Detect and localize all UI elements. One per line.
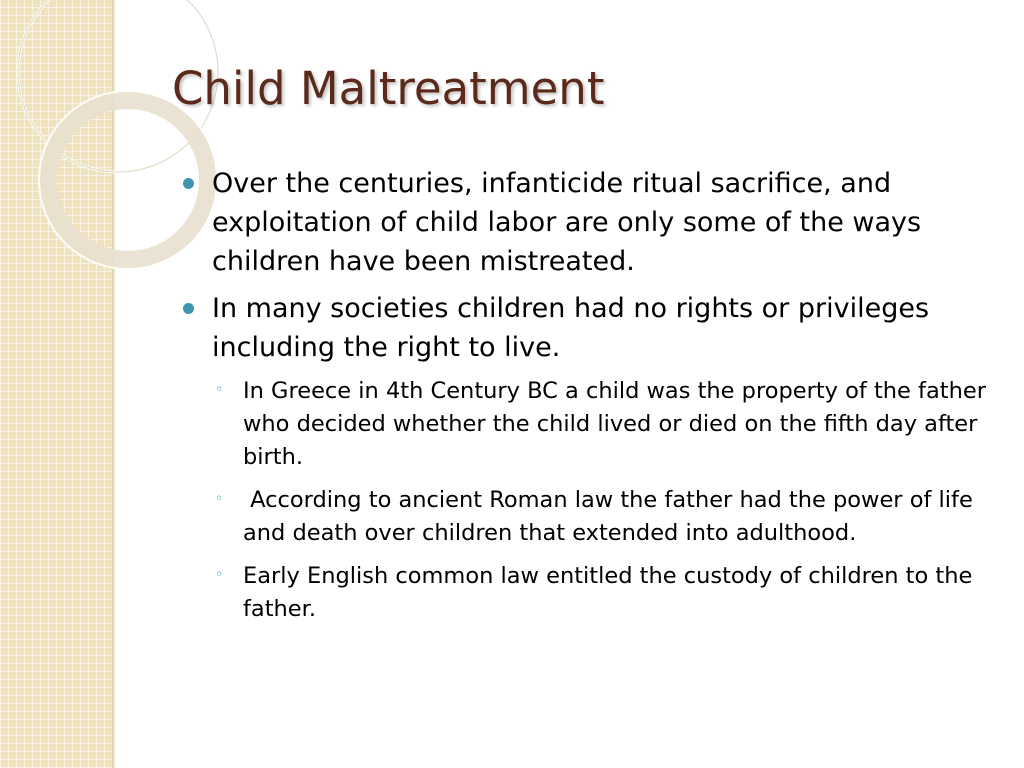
sub-bullet-text: In Greece in 4th Century BC a child was the property of the father who decided whether the child lived or died on the fifth day after birth. <box>243 378 986 470</box>
bullet-item <box>180 289 1000 367</box>
bullet-dot-icon <box>183 178 194 189</box>
sub-bullet-text: According to ancient Roman law the father had the power of life and death over children that extended into adulthood. <box>243 487 980 546</box>
sub-bullet-list <box>180 375 1000 626</box>
slide-content <box>180 164 1000 636</box>
sub-bullet-circle-icon: ◦ <box>215 491 224 507</box>
bullet-item <box>180 164 1000 281</box>
bullet-text: Over the centuries, infanticide ritual sacrifice, and exploitation of child labor are only some of the ways children have been mistreated. <box>212 168 922 277</box>
sub-bullet-circle-icon: ◦ <box>215 382 224 398</box>
sub-bullet-text: Early English common law entitled the custody of children to the father. <box>243 563 973 622</box>
decorative-rings <box>0 0 200 260</box>
slide-title: Child Maltreatment <box>172 62 605 115</box>
sub-bullet-item <box>180 484 1000 550</box>
bullet-dot-icon <box>183 303 194 314</box>
sub-bullet-item <box>180 560 1000 626</box>
sub-bullet-item <box>180 375 1000 474</box>
bullet-text: In many societies children had no rights or privileges including the right to live. <box>212 293 930 363</box>
sub-bullet-circle-icon: ◦ <box>215 567 224 583</box>
